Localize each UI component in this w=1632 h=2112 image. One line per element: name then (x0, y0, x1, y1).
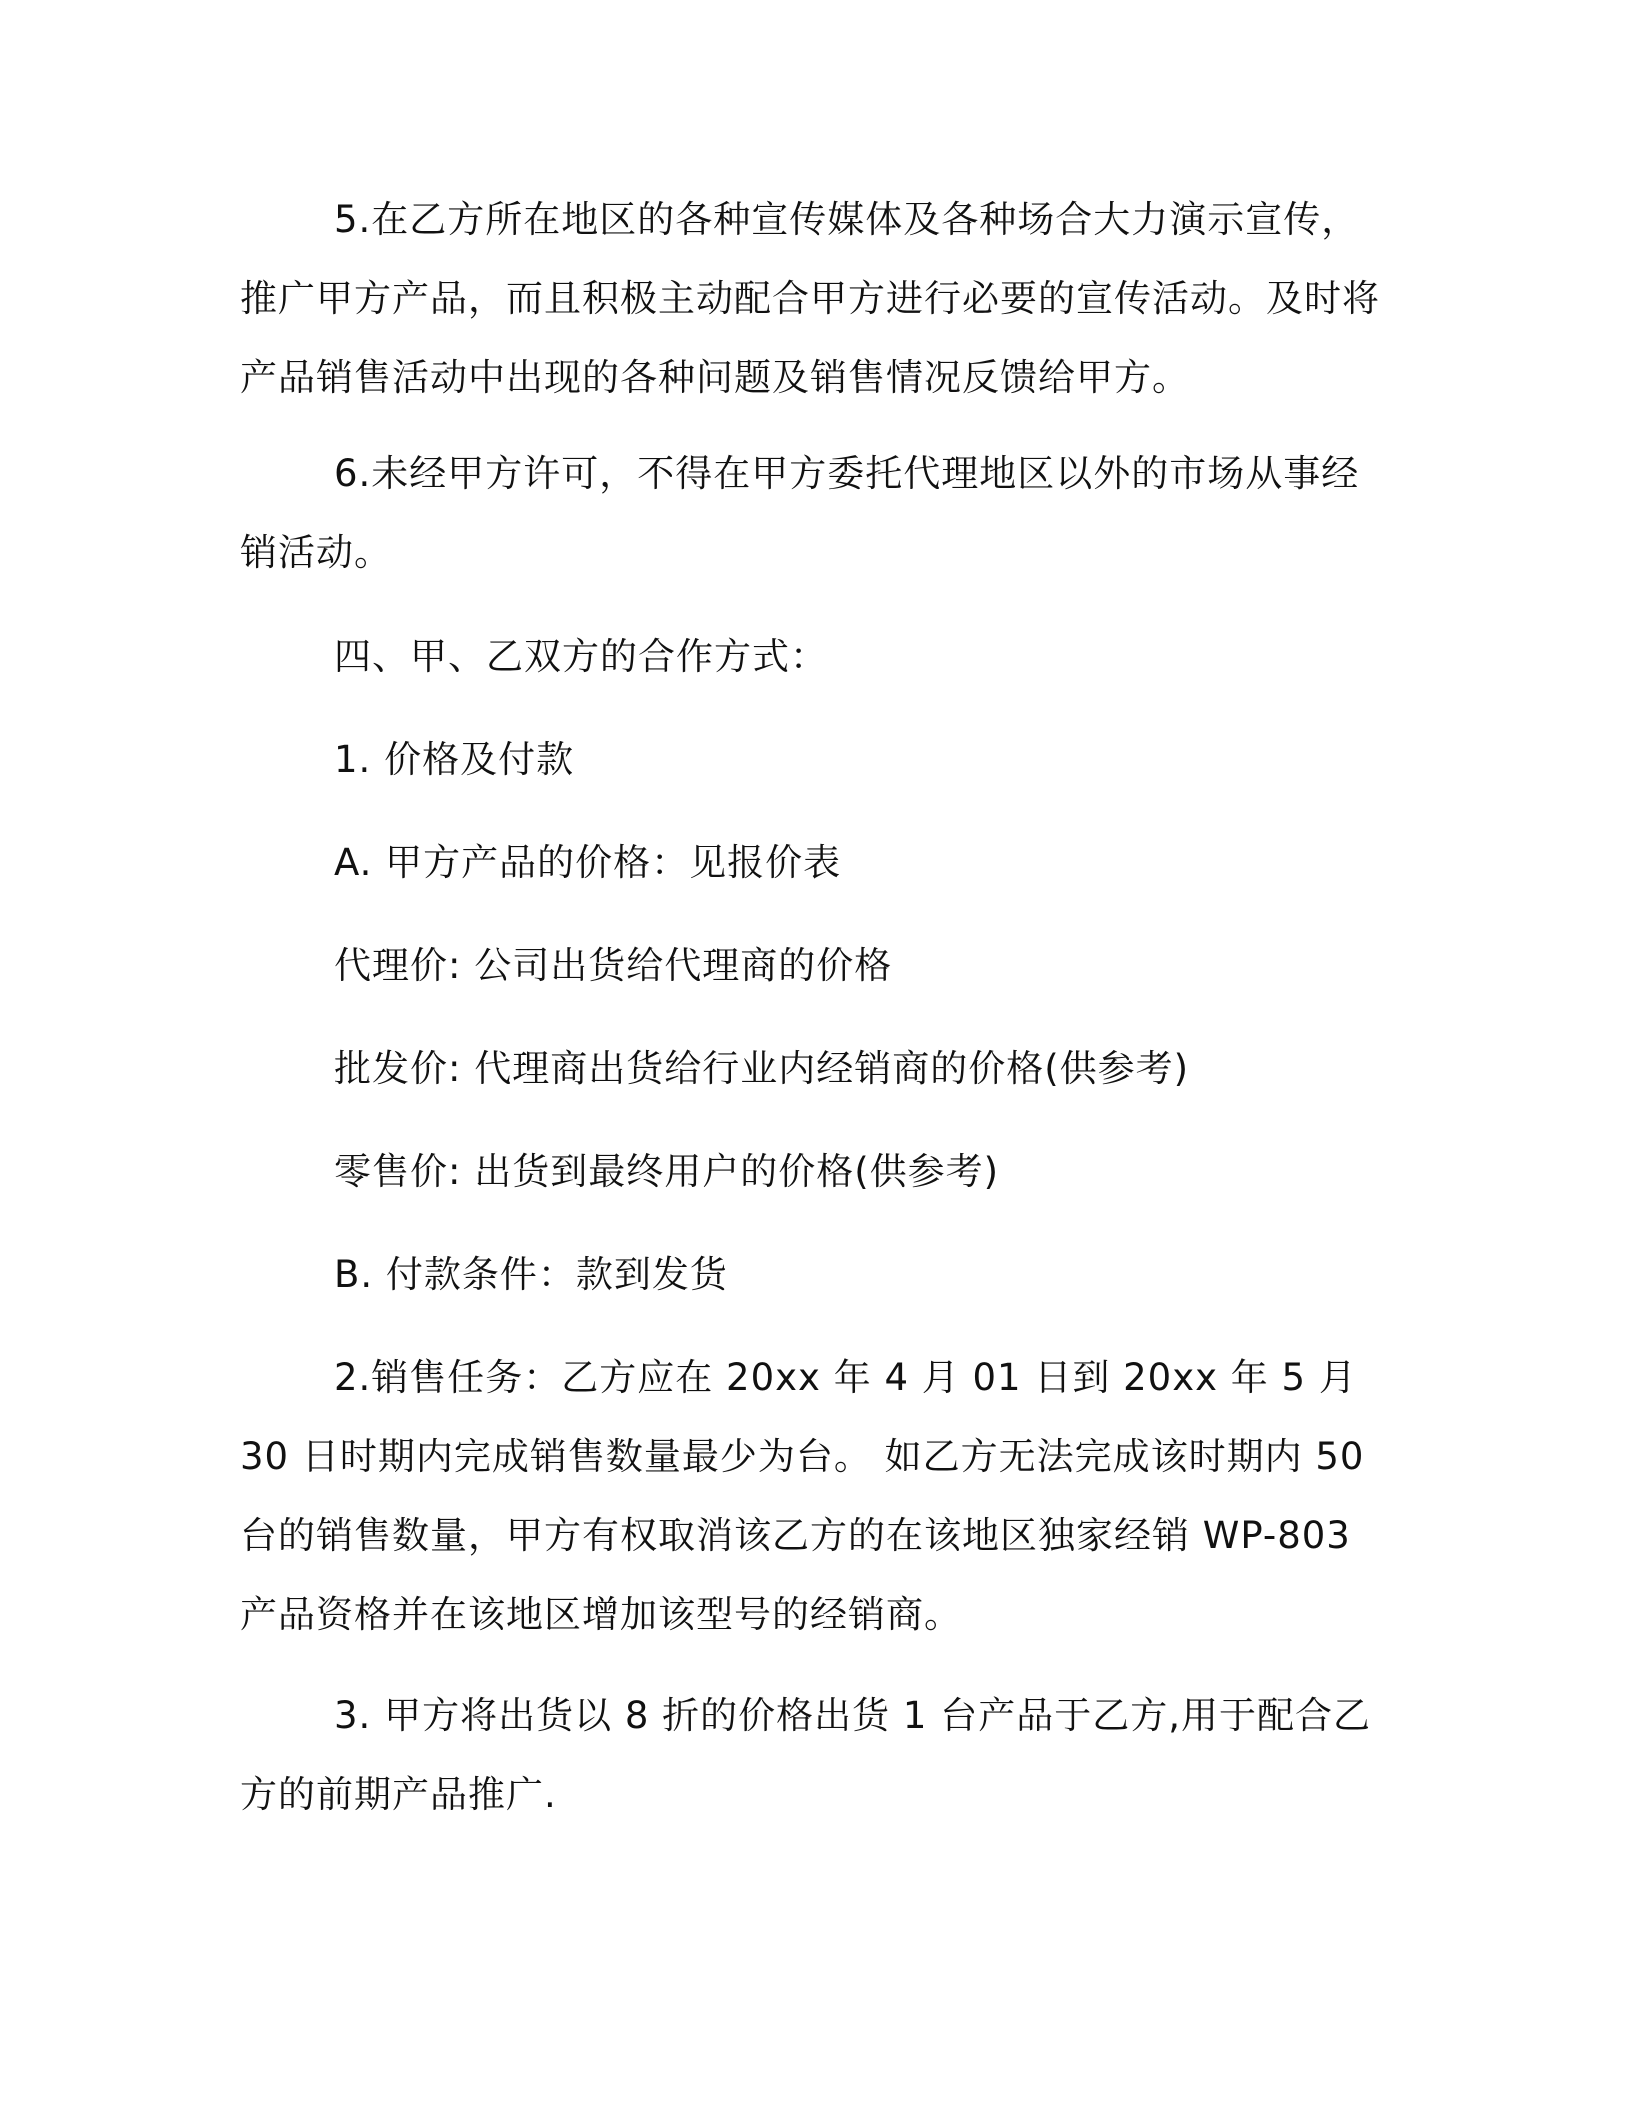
item-agent-price: 代理价: 公司出货给代理商的价格 (334, 944, 893, 987)
paragraph-sales-task: 2.销售任务：乙方应在 20xx 年 4 月 01 日到 20xx 年 5 月 30 日时期内完成销售数量最少为台。 如乙方无法完成该时期内 50 台的销售数量，甲方有权取消该乙方的在该地区独家经销 WP-803 产品资格并在该地区增加该型号的经销商。 (240, 1356, 1365, 1636)
paragraph-clause-5: 5.在乙方所在地区的各种宣传媒体及各种场合大力演示宣传，推广甲方产品，而且积极主动配合甲方进行必要的宣传活动。及时将产品销售活动中出现的各种问题及销售情况反馈给甲方。 (240, 198, 1380, 399)
section-heading-cooperation: 四、甲、乙双方的合作方式： (334, 635, 828, 678)
item-wholesale-price: 批发价: 代理商出货给行业内经销商的价格(供参考) (334, 1047, 1190, 1090)
item-retail-price: 零售价: 出货到最终用户的价格(供参考) (334, 1150, 1000, 1193)
paragraph-discount-promotion: 3. 甲方将出货以 8 折的价格出货 1 台产品于乙方,用于配合乙方的前期产品推广. (240, 1694, 1371, 1816)
paragraph-clause-6: 6.未经甲方许可，不得在甲方委托代理地区以外的市场从事经销活动。 (240, 452, 1360, 574)
item-payment-terms: B. 付款条件：款到发货 (334, 1253, 728, 1296)
subheading-price-payment: 1. 价格及付款 (334, 738, 575, 781)
item-product-price: A. 甲方产品的价格：见报价表 (334, 841, 842, 884)
